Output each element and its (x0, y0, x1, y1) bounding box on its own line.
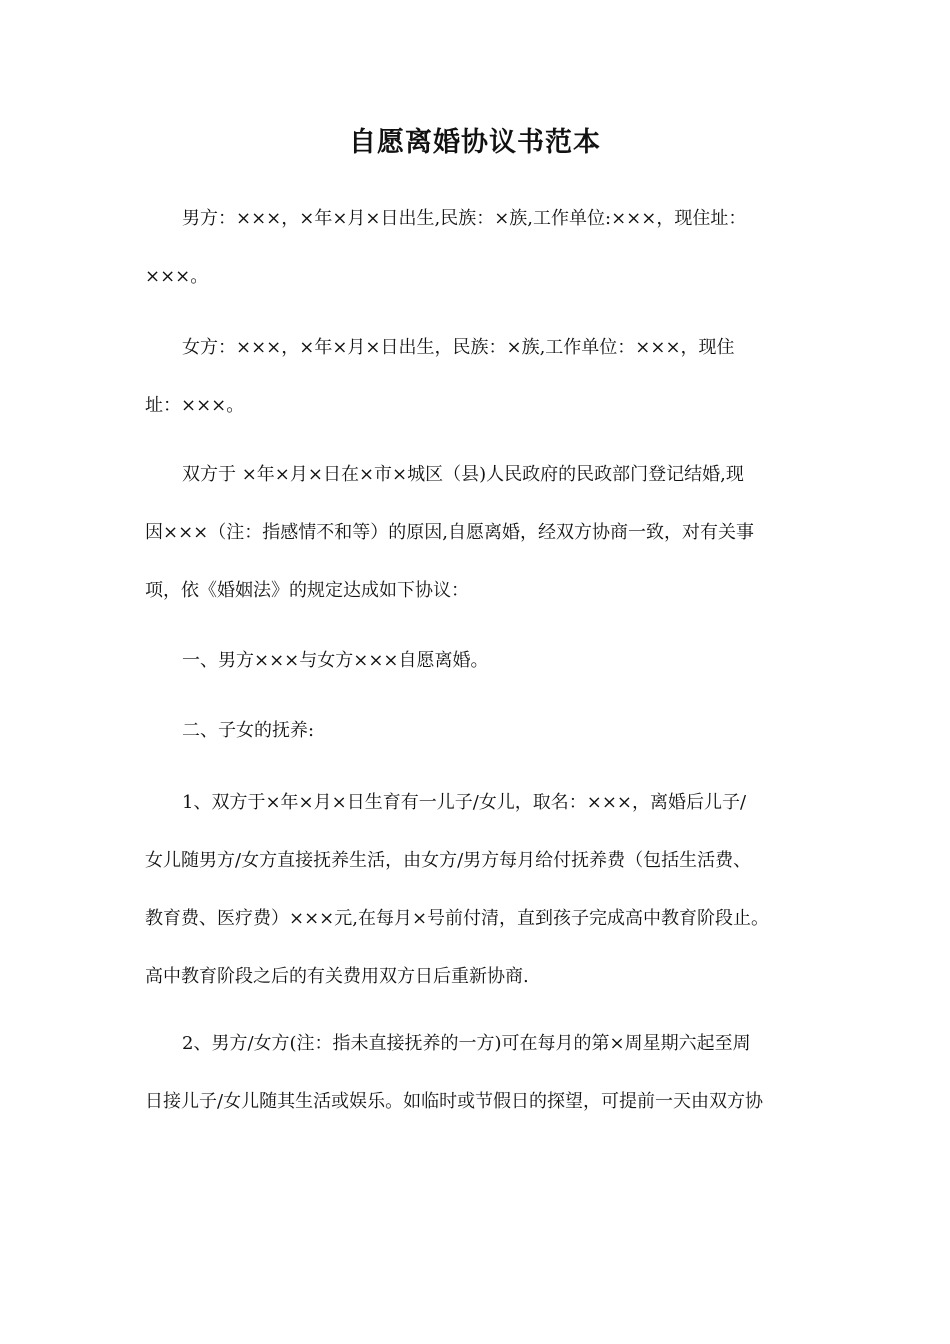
text-line: 因×××（注：指感情不和等）的原因,自愿离婚，经双方协商一致，对有关事 (145, 522, 754, 543)
paragraph-female-party (145, 319, 815, 435)
paragraph-marriage-info (145, 446, 815, 620)
text-line: 一、男方×××与女方×××自愿离婚。 (182, 650, 489, 671)
paragraph-child-support (145, 774, 815, 1006)
text-line: 女儿随男方/女方直接抚养生活，由女方/男方每月给付抚养费（包括生活费、 (145, 850, 752, 871)
text-line: ×××。 (145, 266, 209, 287)
paragraph-clause-2-heading (145, 702, 815, 760)
text-line: 2、男方/女方(注：指未直接抚养的一方)可在每月的第×周星期六起至周 (182, 1033, 751, 1054)
text-line: 项，依《婚姻法》的规定达成如下协议： (145, 580, 469, 601)
text-line: 址：×××。 (145, 395, 245, 416)
text-line: 二、子女的抚养: (182, 720, 315, 741)
text-line: 女方：×××，×年×月×日出生，民族：×族,工作单位：×××，现住 (182, 337, 735, 358)
document-title: 自愿离婚协议书范本 (349, 127, 601, 158)
paragraph-clause-1 (145, 632, 815, 690)
paragraph-visitation (145, 1015, 815, 1131)
text-line: 双方于 ×年×月×日在×市×城区（县)人民政府的民政部门登记结婚,现 (182, 464, 744, 485)
text-line: 高中教育阶段之后的有关费用双方日后重新协商. (145, 966, 529, 987)
text-line: 男方：×××，×年×月×日出生,民族：×族,工作单位:×××，现住址： (182, 208, 747, 229)
text-line: 1、双方于×年×月×日生育有一儿子/女儿，取名：×××，离婚后儿子/ (182, 792, 747, 813)
text-line: 日接儿子/女儿随其生活或娱乐。如临时或节假日的探望，可提前一天由双方协 (145, 1091, 764, 1112)
text-line: 教育费、医疗费）×××元,在每月×号前付清，直到孩子完成高中教育阶段止。 (145, 908, 770, 929)
paragraph-male-party (145, 190, 815, 306)
